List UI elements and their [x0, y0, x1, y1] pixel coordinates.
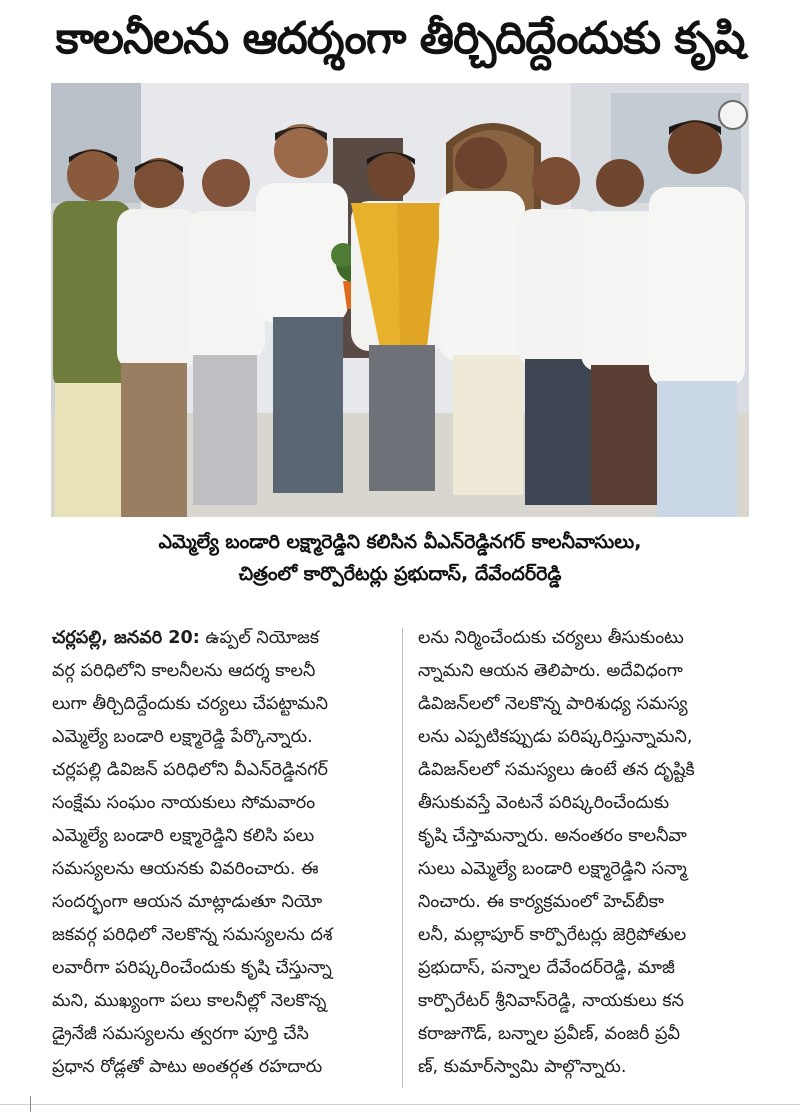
article-line: డ్రైనేజీ సమస్యలను త్వరగా పూర్తి చేసి	[52, 1024, 309, 1044]
article-line: లను ఎప్పటికప్పుడు పరిష్కరిస్తున్నామని,	[418, 727, 693, 747]
caption-line-2: చిత్రంలో కార్పొరేటర్లు ప్రభుదాస్, దేవేందర్‌రెడ్డి	[238, 563, 562, 585]
footer-rule	[0, 1104, 800, 1105]
article-line: న్నామని ఆయన తెలిపారు. అదేవిధంగా	[418, 661, 683, 681]
article-line: ప్రధాన రోడ్లతో పాటు అంతర్గత రహదారు	[52, 1057, 323, 1077]
article-line: కరాజుగౌడ్, బన్నాల ప్రవీణ్, వంజరీ ప్రవీ	[418, 1024, 680, 1044]
article-line: చర్లపల్లి డివిజన్ పరిధిలోని వీఎన్‌రెడ్డినగర్	[52, 760, 328, 780]
group-photo-illustration	[51, 83, 749, 517]
dateline: చర్లపల్లి, జనవరి 20:	[52, 628, 200, 648]
article-line	[52, 622, 404, 655]
article-line: లను నిర్మించేందుకు చర్యలు తీసుకుంటు	[418, 628, 684, 648]
article-line: సందర్భంగా ఆయన మాట్లాడుతూ నియో	[52, 892, 323, 912]
article-line: సంక్షేమ సంఘం నాయకులు సోమవారం	[52, 793, 316, 813]
article-line: ఎమ్మెల్యే బండారి లక్ష్మారెడ్డి పేర్కొన్నారు.	[52, 727, 313, 747]
article-column-left	[52, 622, 404, 1084]
article-line: వర్గ పరిధిలోని కాలనీలను ఆదర్శ కాలనీ	[52, 661, 316, 681]
article-line: మని, ముఖ్యంగా పలు కాలనీల్లో నెలకొన్న	[52, 991, 327, 1011]
news-photo	[51, 83, 749, 517]
column-divider	[402, 628, 403, 1088]
article-line: సమస్యలను ఆయనకు వివరించారు. ఈ	[52, 859, 319, 879]
article-column-right	[418, 622, 770, 1084]
photo-caption	[0, 526, 800, 590]
article-line: లనీ, మల్లాపూర్ కార్పొరేటర్లు జెర్రిపోతుల	[418, 925, 687, 945]
article-line: లవారీగా పరిష్కరించేందుకు కృషి చేస్తున్నా	[52, 958, 332, 978]
article-line: లుగా తీర్చిదిద్దేందుకు చర్యలు చేపట్టామని	[52, 694, 329, 714]
article-line: ఎమ్మెల్యే బండారి లక్ష్మారెడ్డిని కలిసి పలు	[52, 826, 315, 846]
article-line: తీసుకువస్తే వెంటనే పరిష్కరించేందుకు	[418, 793, 670, 813]
article-line: ణ్, కుమార్‌స్వామి పాల్గొన్నారు.	[418, 1057, 627, 1077]
article-line: నించారు. ఈ కార్యక్రమంలో హెచ్‌బీకా	[418, 892, 664, 912]
article-line: కార్పొరేటర్ శ్రీనివాస్‌రెడ్డి, నాయకులు కన	[418, 991, 684, 1011]
headline: కాలనీలను ఆదర్శంగా తీర్చిదిద్దేందుకు కృషి	[55, 13, 745, 64]
article-line: ప్రభుదాస్, పన్నాల దేవేందర్‌రెడ్డి, మాజీ	[418, 958, 675, 978]
footer-tick	[30, 1096, 31, 1112]
article-line: డివిజన్‌లలో నెలకొన్న పారిశుధ్య సమస్య	[418, 694, 688, 714]
caption-line-1: ఎమ్మెల్యే బండారి లక్ష్మారెడ్డిని కలిసిన వీఎన్‌రెడ్డినగర్ కాలనీవాసులు,	[158, 531, 642, 553]
article-line: సులు ఎమ్మెల్యే బండారి లక్ష్మారెడ్డిని సన్మా	[418, 859, 687, 879]
article-line: కృషి చేస్తామన్నారు. అనంతరం కాలనీవా	[418, 826, 687, 846]
article-line: జకవర్గ పరిధిలో నెలకొన్న సమస్యలను దశ	[52, 925, 333, 945]
article-line-text: ఉప్పల్ నియోజక	[199, 628, 320, 648]
article-line: డివిజన్‌లలో సమస్యలు ఉంటే తన దృష్టికి	[418, 760, 695, 780]
